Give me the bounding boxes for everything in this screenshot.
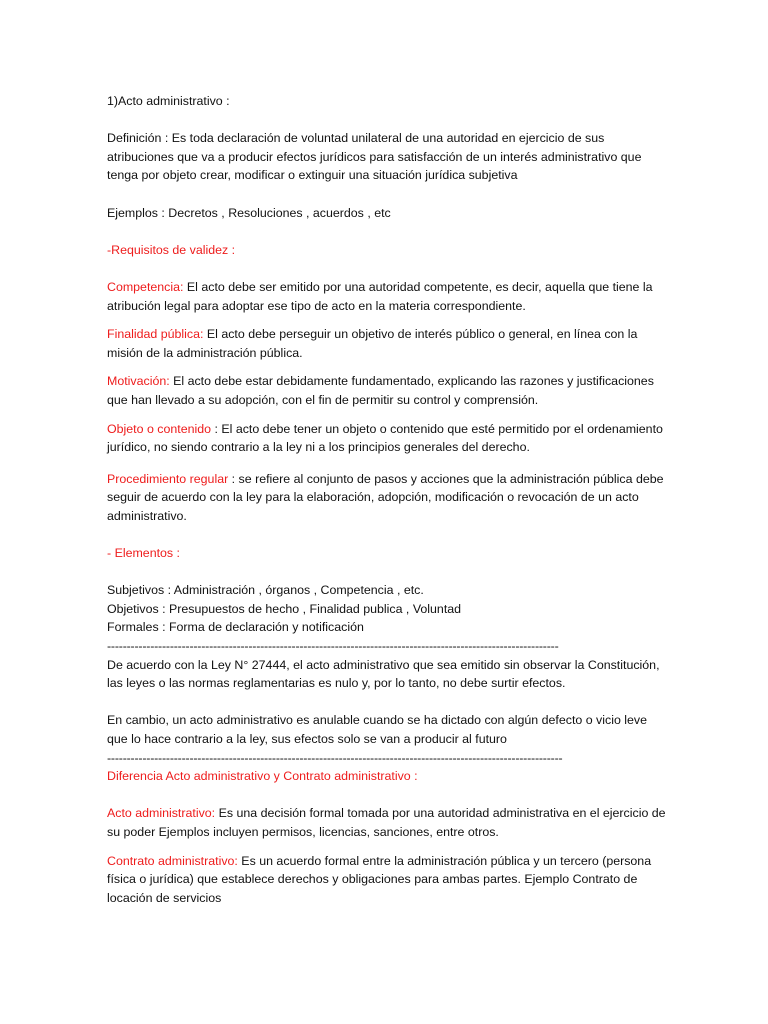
contrato-text: Es un acuerdo formal entre la administración pública y un tercero (persona física o jurídica) que establece derechos y obligaciones para ambas partes. Ejemplo Contrato de locación de servicios — [107, 853, 652, 905]
element-line: Subjetivos : Administración , órganos , Competencia , etc. — [107, 583, 424, 598]
requirement-term: Finalidad pública: — [107, 327, 204, 342]
requirement-term: Competencia: — [107, 279, 184, 294]
law-paragraph: De acuerdo con la Ley N° 27444, el acto administrativo que sea emitido sin observar la Constitución, las leyes o las normas reglamentarias es nulo y, por lo tanto, no debe surtir efectos. — [107, 657, 660, 691]
requirement-term: Motivación: — [107, 374, 170, 389]
annulable-paragraph: En cambio, un acto administrativo es anulable cuando se ha dictado con algún defecto o vicio leve que lo hace contrario a la ley, sus efectos solo se van a producir al futuro — [107, 713, 648, 746]
requirement-item — [107, 372, 667, 409]
element-line: Formales : Forma de declaración y notificación — [107, 620, 364, 635]
requirement-item — [107, 470, 667, 526]
definition-paragraph: Definición : Es toda declaración de voluntad unilateral de una autoridad en ejercicio de sus atribuciones que va a producir efectos jurídicos para satisfacción de un interés administrativo que tenga por objeto crear, modificar o extinguir una situación jurídica subjetiva — [107, 131, 642, 183]
requirement-item — [107, 325, 667, 362]
contrato-definition — [107, 852, 667, 908]
acto-term: Acto administrativo: — [107, 806, 216, 821]
element-line: Objetivos : Presupuestos de hecho , Finalidad publica , Voluntad — [107, 601, 462, 616]
requirement-term: Procedimiento regular — [107, 471, 229, 486]
requirement-text: : El acto debe tener un objeto o contenido que esté permitido por el ordenamiento jurídico, no siendo contrario a la ley ni a los principios generales del derecho. — [107, 421, 663, 455]
difference-title: Diferencia Acto administrativo y Contrato administrativo : — [107, 769, 418, 784]
contrato-term: Contrato administrativo: — [107, 853, 238, 868]
examples-line: Ejemplos : Decretos , Resoluciones , acuerdos , etc — [107, 205, 391, 220]
requirement-text: El acto debe estar debidamente fundamentado, explicando las razones y justificaciones que han llevado a su adopción, con el fin de permitir su control y comprensión. — [107, 374, 654, 407]
requirement-item — [107, 420, 667, 457]
section-heading: 1)Acto administrativo : — [107, 94, 230, 108]
elements-title: - Elementos : — [107, 546, 180, 561]
acto-definition — [107, 804, 667, 841]
separator-line: ------------------------------------------------------------------------------------------------------------------- — [107, 639, 559, 654]
requirement-text: El acto debe perseguir un objetivo de interés público o general, en línea con la misión de la administración pública. — [107, 327, 638, 360]
separator-line: -------------------------------------------------------------------------------------------------------------------- — [107, 750, 563, 765]
requirement-text: : se refiere al conjunto de pasos y acciones que la administración pública debe seguir de acuerdo con la ley para la elaboración, adopción, modificación o revocación de un acto administrativo. — [107, 471, 664, 523]
requirements-title: -Requisitos de validez : — [107, 242, 236, 257]
requirement-term: Objeto o contenido — [107, 421, 212, 436]
requirement-item — [107, 278, 667, 315]
document-page — [107, 92, 667, 907]
requirement-text: El acto debe ser emitido por una autoridad competente, es decir, aquella que tiene la atribución legal para adoptar ese tipo de acto en la materia correspondiente. — [107, 279, 653, 313]
acto-text: Es una decisión formal tomada por una autoridad administrativa en el ejercicio de su poder Ejemplos incluyen permisos, licencias, sanciones, entre otros. — [107, 806, 666, 839]
